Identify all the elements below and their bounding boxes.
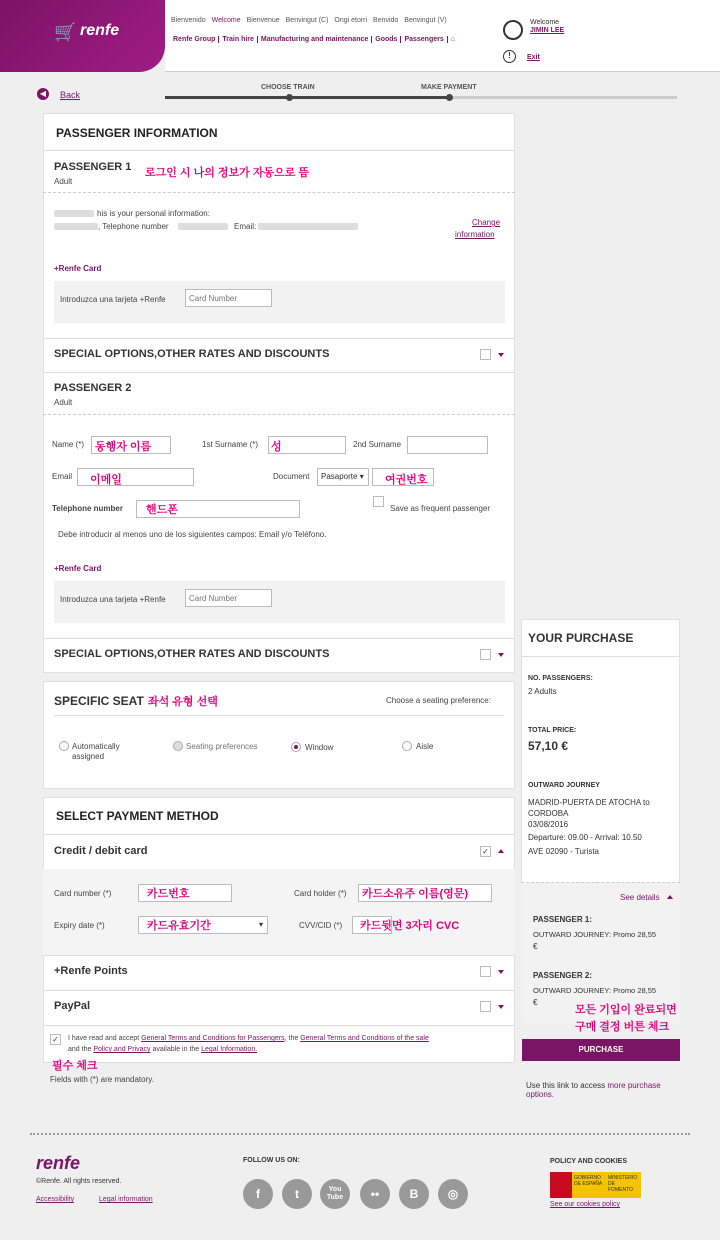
surname2-input[interactable] xyxy=(407,436,488,454)
redacted-id xyxy=(54,223,98,230)
follow-us-label: FOLLOW US ON: xyxy=(243,1157,300,1164)
legal-info-link[interactable]: Legal Information. xyxy=(201,1046,258,1053)
nav-passengers[interactable]: Passengers xyxy=(401,36,447,43)
annotation-seat: 좌석 유형 선택 xyxy=(148,696,218,708)
change-info-link-1[interactable]: Change xyxy=(472,218,501,227)
government-logo xyxy=(550,1172,641,1198)
renfe-points-title[interactable]: +Renfe Points xyxy=(54,965,128,977)
terms-text xyxy=(68,1033,504,1055)
renfe-card-input-1[interactable] xyxy=(185,289,272,307)
top-nav xyxy=(170,36,458,43)
terms-part: available in the xyxy=(152,1046,200,1053)
more-options-post[interactable]: options. xyxy=(526,1090,555,1099)
paypal-checkbox[interactable] xyxy=(480,1001,491,1012)
divider xyxy=(43,414,515,415)
divider xyxy=(43,955,515,956)
divider xyxy=(54,715,504,716)
facebook-icon[interactable]: f xyxy=(243,1179,273,1209)
breakdown-p2-label: PASSENGER 2: xyxy=(533,971,592,980)
annotation-autofill: 로그인 시 나의 정보가 자동으로 뜸 xyxy=(145,167,310,179)
blogger-icon[interactable]: B xyxy=(399,1179,429,1209)
annotation-passport: 여권번호 xyxy=(385,474,428,486)
personal-info-text: his is your personal information: xyxy=(97,209,210,218)
redacted-email xyxy=(258,223,358,230)
purchase-button[interactable]: PURCHASE xyxy=(522,1039,680,1061)
terms-part: and the xyxy=(68,1046,92,1053)
train-info: AVE 02090 - Turista xyxy=(528,847,599,856)
passenger-2-title: PASSENGER 2 xyxy=(54,382,132,394)
annotation-cvv: 카드뒷면 3자리 CVC xyxy=(360,920,460,932)
chevron-down-icon: ▾ xyxy=(258,920,263,929)
divider xyxy=(43,338,515,339)
twitter-icon[interactable]: t xyxy=(282,1179,312,1209)
passengers-value: 2 Adults xyxy=(528,687,557,696)
special-options-2[interactable]: SPECIAL OPTIONS,OTHER RATES AND DISCOUNTS xyxy=(54,648,330,660)
redacted-phone xyxy=(178,223,228,230)
breakdown-p1-label: PASSENGER 1: xyxy=(533,915,592,924)
card-number-label: Card number (*) xyxy=(54,889,112,898)
surname2-label: 2nd Surname xyxy=(353,440,402,449)
annotation-surname: 성 xyxy=(271,441,282,453)
privacy-link[interactable]: Policy and Privacy xyxy=(93,1046,151,1053)
frequent-passenger-label: Save as frequent passenger xyxy=(390,504,491,513)
special-options-1[interactable]: SPECIAL OPTIONS,OTHER RATES AND DISCOUNTS xyxy=(54,348,330,360)
divider xyxy=(43,1025,515,1026)
breakdown-p2-fare: OUTWARD JOURNEY: Promo 28,55 xyxy=(533,986,657,995)
chevron-up-icon[interactable] xyxy=(498,849,504,853)
chevron-up-icon[interactable] xyxy=(667,895,673,899)
cookies-policy-link[interactable]: See our cookies policy xyxy=(550,1201,621,1208)
renfe-logo: renfe xyxy=(80,22,120,39)
phone-label: Telephone number xyxy=(52,504,123,513)
renfe-card-label-2[interactable]: +Renfe Card xyxy=(54,564,102,573)
breakdown-p2-euro: € xyxy=(533,998,538,1007)
youtube-icon[interactable]: You Tube xyxy=(320,1179,350,1209)
annotation-purchase-2: 구매 결정 버튼 체크 xyxy=(575,1021,670,1033)
terms-part: , the xyxy=(284,1035,299,1042)
more-options-pre: Use this link to access xyxy=(526,1081,606,1090)
surname1-label: 1st Surname (*) xyxy=(202,440,259,449)
journey-details xyxy=(528,797,650,857)
seat-title: SPECIFIC SEAT xyxy=(54,694,144,708)
terms-sale-link[interactable]: General Terms and Conditions of the sale xyxy=(300,1035,429,1042)
email-label: Email xyxy=(52,472,73,481)
divider xyxy=(43,638,515,639)
spain-flag-icon xyxy=(550,1172,572,1198)
see-details-link[interactable]: See details xyxy=(620,893,660,902)
renfe-card-input-2[interactable] xyxy=(185,589,272,607)
special-options-checkbox-2[interactable] xyxy=(480,649,491,660)
terms-part: I have read and accept xyxy=(68,1035,140,1042)
card-holder-label: Card holder (*) xyxy=(294,889,347,898)
annotation-purchase-1: 모든 기입이 완료되면 xyxy=(575,1004,677,1016)
footer-divider xyxy=(30,1133,690,1135)
total-price-value: 57,10 € xyxy=(528,739,569,753)
header-bar xyxy=(165,0,720,72)
nav-manufacturing[interactable]: Manufacturing and maintenance xyxy=(258,36,372,43)
back-link[interactable]: Back xyxy=(60,90,81,100)
gov-text-1: GOBIERNO DE ESPAÑA xyxy=(574,1175,603,1187)
purchase-title: YOUR PURCHASE xyxy=(528,631,634,645)
special-options-checkbox-1[interactable] xyxy=(480,349,491,360)
breakdown-p1-fare: OUTWARD JOURNEY: Promo 28,55 xyxy=(533,930,657,939)
chevron-down-icon[interactable] xyxy=(498,970,504,974)
info-icon[interactable]: ! xyxy=(503,50,516,63)
divider xyxy=(521,882,680,883)
seat-radio-window[interactable] xyxy=(291,742,301,752)
lang-va[interactable]: Benvingut (V) xyxy=(404,17,447,24)
lang-gl[interactable]: Benvido xyxy=(373,17,399,24)
nav-goods[interactable]: Goods xyxy=(372,36,401,43)
exit-link[interactable]: Exit xyxy=(527,54,540,61)
seat-window-label: Window xyxy=(305,743,334,752)
terms-passengers-link[interactable]: General Terms and Conditions for Passengers xyxy=(141,1035,285,1042)
copyright: ©Renfe. All rights reserved. xyxy=(36,1178,122,1185)
user-name-link[interactable]: JIMIN LEE xyxy=(530,27,565,34)
mandatory-note: Fields with (*) are mandatory. xyxy=(50,1075,154,1084)
instagram-icon[interactable]: ◎ xyxy=(438,1179,468,1209)
chevron-down-icon[interactable] xyxy=(498,353,504,357)
seat-aisle-label: Aisle xyxy=(416,742,434,751)
divider xyxy=(521,656,680,657)
step-choose-train: CHOOSE TRAIN xyxy=(261,84,315,91)
header-logo-area[interactable] xyxy=(0,0,165,72)
divider xyxy=(43,372,515,373)
divider xyxy=(43,192,515,193)
more-options-text xyxy=(526,1081,686,1099)
step-make-payment: MAKE PAYMENT xyxy=(421,84,477,91)
annotation-card-holder: 카드소유주 이름(영문) xyxy=(362,888,469,900)
change-info-link-2[interactable]: information xyxy=(455,230,495,239)
outward-journey-label: OUTWARD JOURNEY xyxy=(528,782,600,789)
credit-card-checkbox[interactable]: ✓ xyxy=(480,846,491,857)
route-line-2: CORDOBA xyxy=(528,809,569,818)
route-line-1: MADRID-PUERTA DE ATOCHA to xyxy=(528,798,650,807)
seat-radio-preferences[interactable] xyxy=(173,741,183,751)
passenger-info-title: PASSENGER INFORMATION xyxy=(56,126,218,140)
seat-auto-label: Automatically assigned xyxy=(72,742,120,761)
divider xyxy=(43,834,515,835)
annotation-card-number: 카드번호 xyxy=(147,888,190,900)
card-form-area xyxy=(43,869,515,955)
chevron-down-icon[interactable] xyxy=(498,653,504,657)
name-label: Name (*) xyxy=(52,440,85,449)
annotation-expiry: 카드유효기간 xyxy=(147,920,211,932)
journey-times: Departure: 09.00 - Arrival: 10.50 xyxy=(528,833,642,842)
seat-preference-label: Choose a seating preference: xyxy=(386,696,491,705)
divider xyxy=(43,990,515,991)
progress-fill xyxy=(165,96,450,99)
legal-info-footer-link[interactable]: Legal information xyxy=(99,1196,153,1203)
home-icon[interactable]: ⌂ xyxy=(450,36,455,43)
total-price-label: TOTAL PRICE: xyxy=(528,727,577,734)
renfe-card-label[interactable]: +Renfe Card xyxy=(54,264,102,273)
renfe-points-checkbox[interactable] xyxy=(480,966,491,977)
lang-eu[interactable]: Ongi etorri xyxy=(334,17,368,24)
seat-preferences-label: Seating preferences xyxy=(186,742,258,751)
passenger-2-type: Adult xyxy=(54,398,73,407)
more-options-link[interactable]: more purchase xyxy=(607,1081,661,1090)
lang-es[interactable]: Bienvenido xyxy=(171,17,206,24)
annotation-name: 동행자 이름 xyxy=(95,441,152,453)
policy-cookies-label: POLICY AND COOKIES xyxy=(550,1158,628,1165)
document-select[interactable]: Pasaporte ▾ xyxy=(317,468,369,486)
terms-checkbox[interactable]: ✓ xyxy=(50,1034,61,1045)
divider xyxy=(43,150,515,151)
seat-radio-aisle[interactable] xyxy=(402,741,412,751)
redacted-name xyxy=(54,210,94,217)
document-label: Document xyxy=(273,472,310,481)
annotation-phone: 핸드폰 xyxy=(146,504,178,516)
step-dot-2 xyxy=(446,94,453,101)
seat-radio-auto[interactable] xyxy=(59,741,69,751)
expiry-label: Expiry date (*) xyxy=(54,921,105,930)
lang-ca[interactable]: Benvingut (C) xyxy=(285,17,329,24)
language-list xyxy=(171,17,451,24)
payment-title: SELECT PAYMENT METHOD xyxy=(56,809,219,823)
passenger-1-type: Adult xyxy=(54,177,73,186)
nav-train-hire[interactable]: Train hire xyxy=(219,36,258,43)
annotation-email: 이메일 xyxy=(90,474,122,486)
user-icon[interactable] xyxy=(503,20,523,40)
telephone-text: , Telephone number xyxy=(98,222,169,231)
welcome-label: Welcome xyxy=(530,19,560,26)
journey-date: 03/08/2016 xyxy=(528,820,569,829)
chevron-down-icon[interactable] xyxy=(498,1005,504,1009)
annotation-required: 필수 체크 xyxy=(52,1060,98,1072)
frequent-passenger-checkbox[interactable] xyxy=(373,496,384,507)
accessibility-link[interactable]: Accessibility xyxy=(36,1196,75,1203)
footer-renfe-logo[interactable]: renfe xyxy=(36,1153,81,1173)
fill-note: Debe introducir al menos uno de los siguientes campos: Email y/o Teléfono. xyxy=(58,530,327,539)
cart-icon: 🛒 xyxy=(54,22,77,42)
card-prompt-2: Introduzca una tarjeta +Renfe xyxy=(60,595,166,604)
lang-fr[interactable]: Bienvenue xyxy=(246,17,280,24)
card-prompt: Introduzca una tarjeta +Renfe xyxy=(60,295,166,304)
nav-renfe-group[interactable]: Renfe Group xyxy=(170,36,219,43)
breakdown-p1-euro: € xyxy=(533,942,538,951)
flickr-icon[interactable]: •• xyxy=(360,1179,390,1209)
email-text: Email: xyxy=(234,222,257,231)
passengers-label: NO. PASSENGERS: xyxy=(528,675,593,682)
back-arrow-icon[interactable]: ◀ xyxy=(37,88,49,100)
gov-text-2: MINISTERIO DE FOMENTO xyxy=(608,1175,638,1193)
step-dot-1 xyxy=(286,94,293,101)
document-value: Pasaporte xyxy=(321,472,358,481)
passenger-1-title: PASSENGER 1 xyxy=(54,161,132,173)
credit-card-title[interactable]: Credit / debit card xyxy=(54,845,148,857)
cvv-label: CVV/CID (*) xyxy=(299,921,343,930)
paypal-title[interactable]: PayPal xyxy=(54,1000,91,1012)
lang-en[interactable]: Welcome xyxy=(211,17,241,24)
